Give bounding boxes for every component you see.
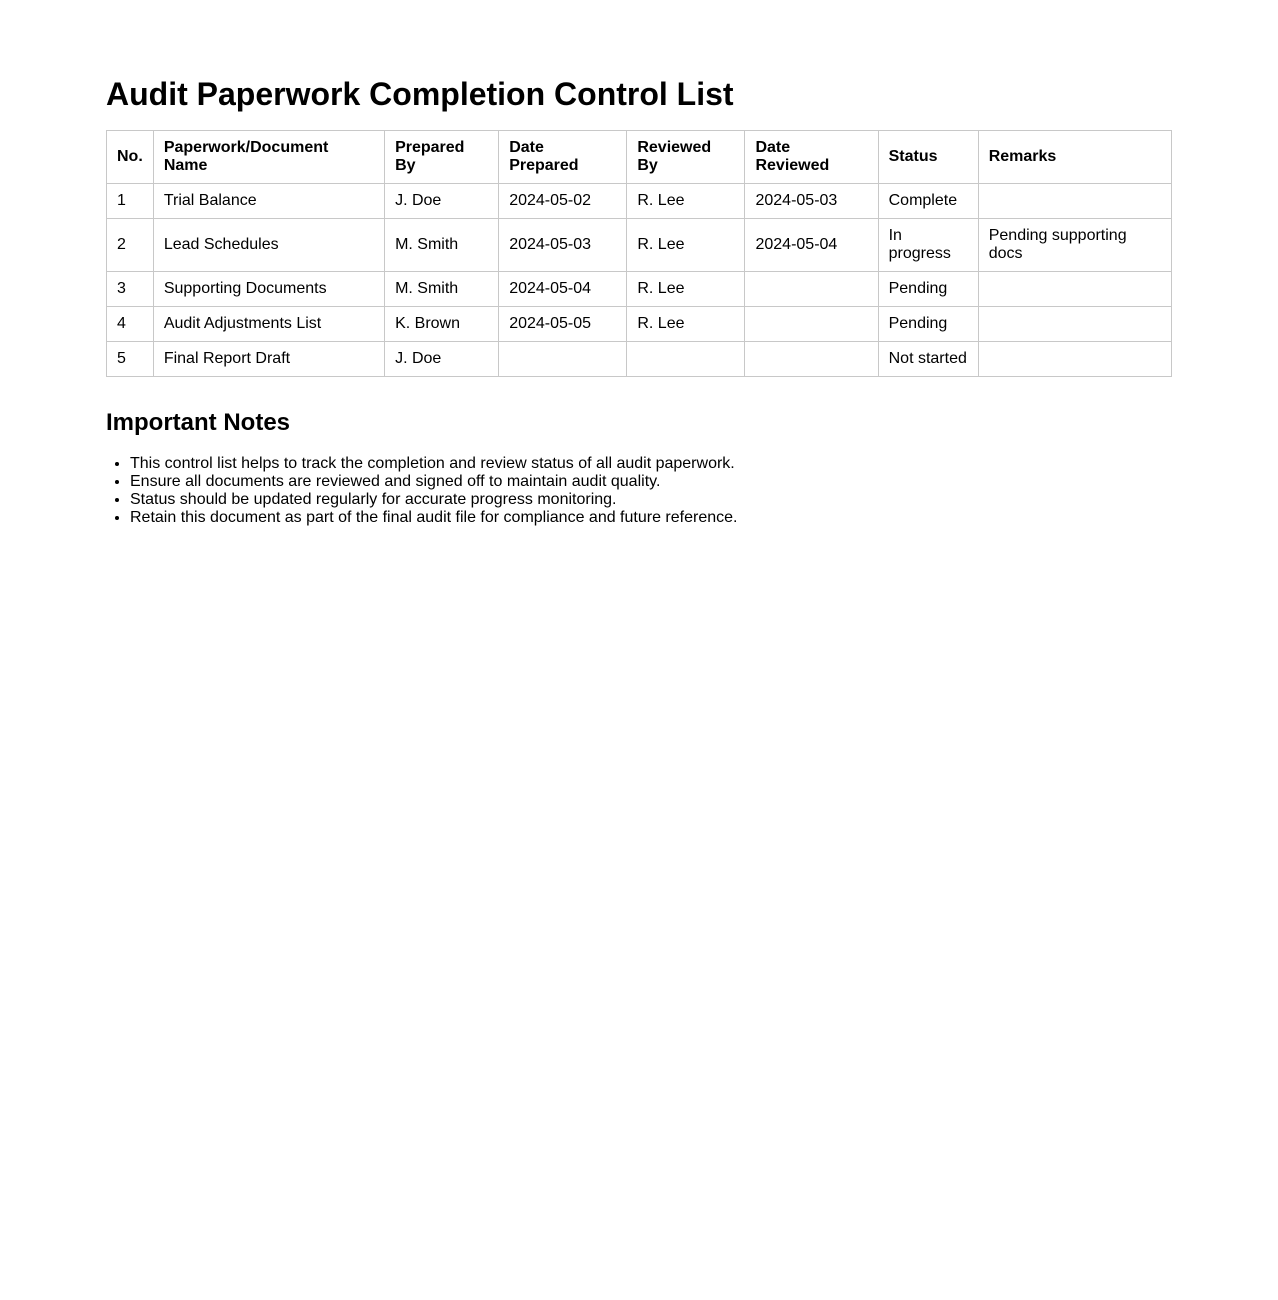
cell-status: Complete: [878, 184, 978, 219]
cell-status: Not started: [878, 342, 978, 377]
table-row: [107, 219, 1172, 272]
cell-no: 3: [107, 272, 154, 307]
cell-reviewed-by: R. Lee: [627, 272, 745, 307]
list-item: • This control list helps to track the completion and review status of all audit paperwork.: [130, 455, 1172, 473]
table-row: [107, 184, 1172, 219]
table-row: [107, 272, 1172, 307]
document-page: [0, 0, 1278, 527]
cell-no: 1: [107, 184, 154, 219]
cell-remarks: Pending supporting docs: [978, 219, 1171, 272]
header-no: No.: [107, 131, 154, 184]
cell-document-name: Final Report Draft: [153, 342, 384, 377]
cell-date-prepared: 2024-05-04: [499, 272, 627, 307]
header-document-name: Paperwork/Document Name: [153, 131, 384, 184]
cell-prepared-by: J. Doe: [385, 342, 499, 377]
cell-date-prepared: 2024-05-03: [499, 219, 627, 272]
header-reviewed-by: Reviewed By: [627, 131, 745, 184]
page-title: Audit Paperwork Completion Control List: [106, 76, 734, 112]
header-date-prepared: Date Prepared: [499, 131, 627, 184]
cell-remarks: [978, 307, 1171, 342]
list-item: • Ensure all documents are reviewed and signed off to maintain audit quality.: [130, 473, 1172, 491]
header-remarks: Remarks: [978, 131, 1171, 184]
cell-date-reviewed: [745, 342, 878, 377]
cell-remarks: [978, 342, 1171, 377]
cell-prepared-by: M. Smith: [385, 272, 499, 307]
cell-date-reviewed: 2024-05-04: [745, 219, 878, 272]
cell-prepared-by: M. Smith: [385, 219, 499, 272]
cell-document-name: Audit Adjustments List: [153, 307, 384, 342]
cell-status: In progress: [878, 219, 978, 272]
cell-date-prepared: [499, 342, 627, 377]
notes-list: [106, 455, 1172, 527]
cell-prepared-by: J. Doe: [385, 184, 499, 219]
notes-heading: Important Notes: [106, 409, 291, 436]
cell-reviewed-by: [627, 342, 745, 377]
cell-prepared-by: K. Brown: [385, 307, 499, 342]
control-list-table: [106, 130, 1172, 377]
cell-no: 5: [107, 342, 154, 377]
cell-no: 4: [107, 307, 154, 342]
cell-date-prepared: 2024-05-05: [499, 307, 627, 342]
cell-reviewed-by: R. Lee: [627, 184, 745, 219]
table-row: [107, 342, 1172, 377]
cell-date-reviewed: [745, 272, 878, 307]
cell-no: 2: [107, 219, 154, 272]
cell-document-name: Supporting Documents: [153, 272, 384, 307]
table-row: [107, 307, 1172, 342]
cell-date-reviewed: [745, 307, 878, 342]
cell-date-prepared: 2024-05-02: [499, 184, 627, 219]
list-item: • Retain this document as part of the final audit file for compliance and future reference.: [130, 509, 1172, 527]
cell-status: Pending: [878, 307, 978, 342]
header-status: Status: [878, 131, 978, 184]
cell-status: Pending: [878, 272, 978, 307]
cell-reviewed-by: R. Lee: [627, 307, 745, 342]
cell-document-name: Lead Schedules: [153, 219, 384, 272]
cell-date-reviewed: 2024-05-03: [745, 184, 878, 219]
cell-remarks: [978, 272, 1171, 307]
cell-remarks: [978, 184, 1171, 219]
header-date-reviewed: Date Reviewed: [745, 131, 878, 184]
header-prepared-by: Prepared By: [385, 131, 499, 184]
cell-document-name: Trial Balance: [153, 184, 384, 219]
cell-reviewed-by: R. Lee: [627, 219, 745, 272]
list-item: • Status should be updated regularly for accurate progress monitoring.: [130, 491, 1172, 509]
table-header-row: [107, 131, 1172, 184]
